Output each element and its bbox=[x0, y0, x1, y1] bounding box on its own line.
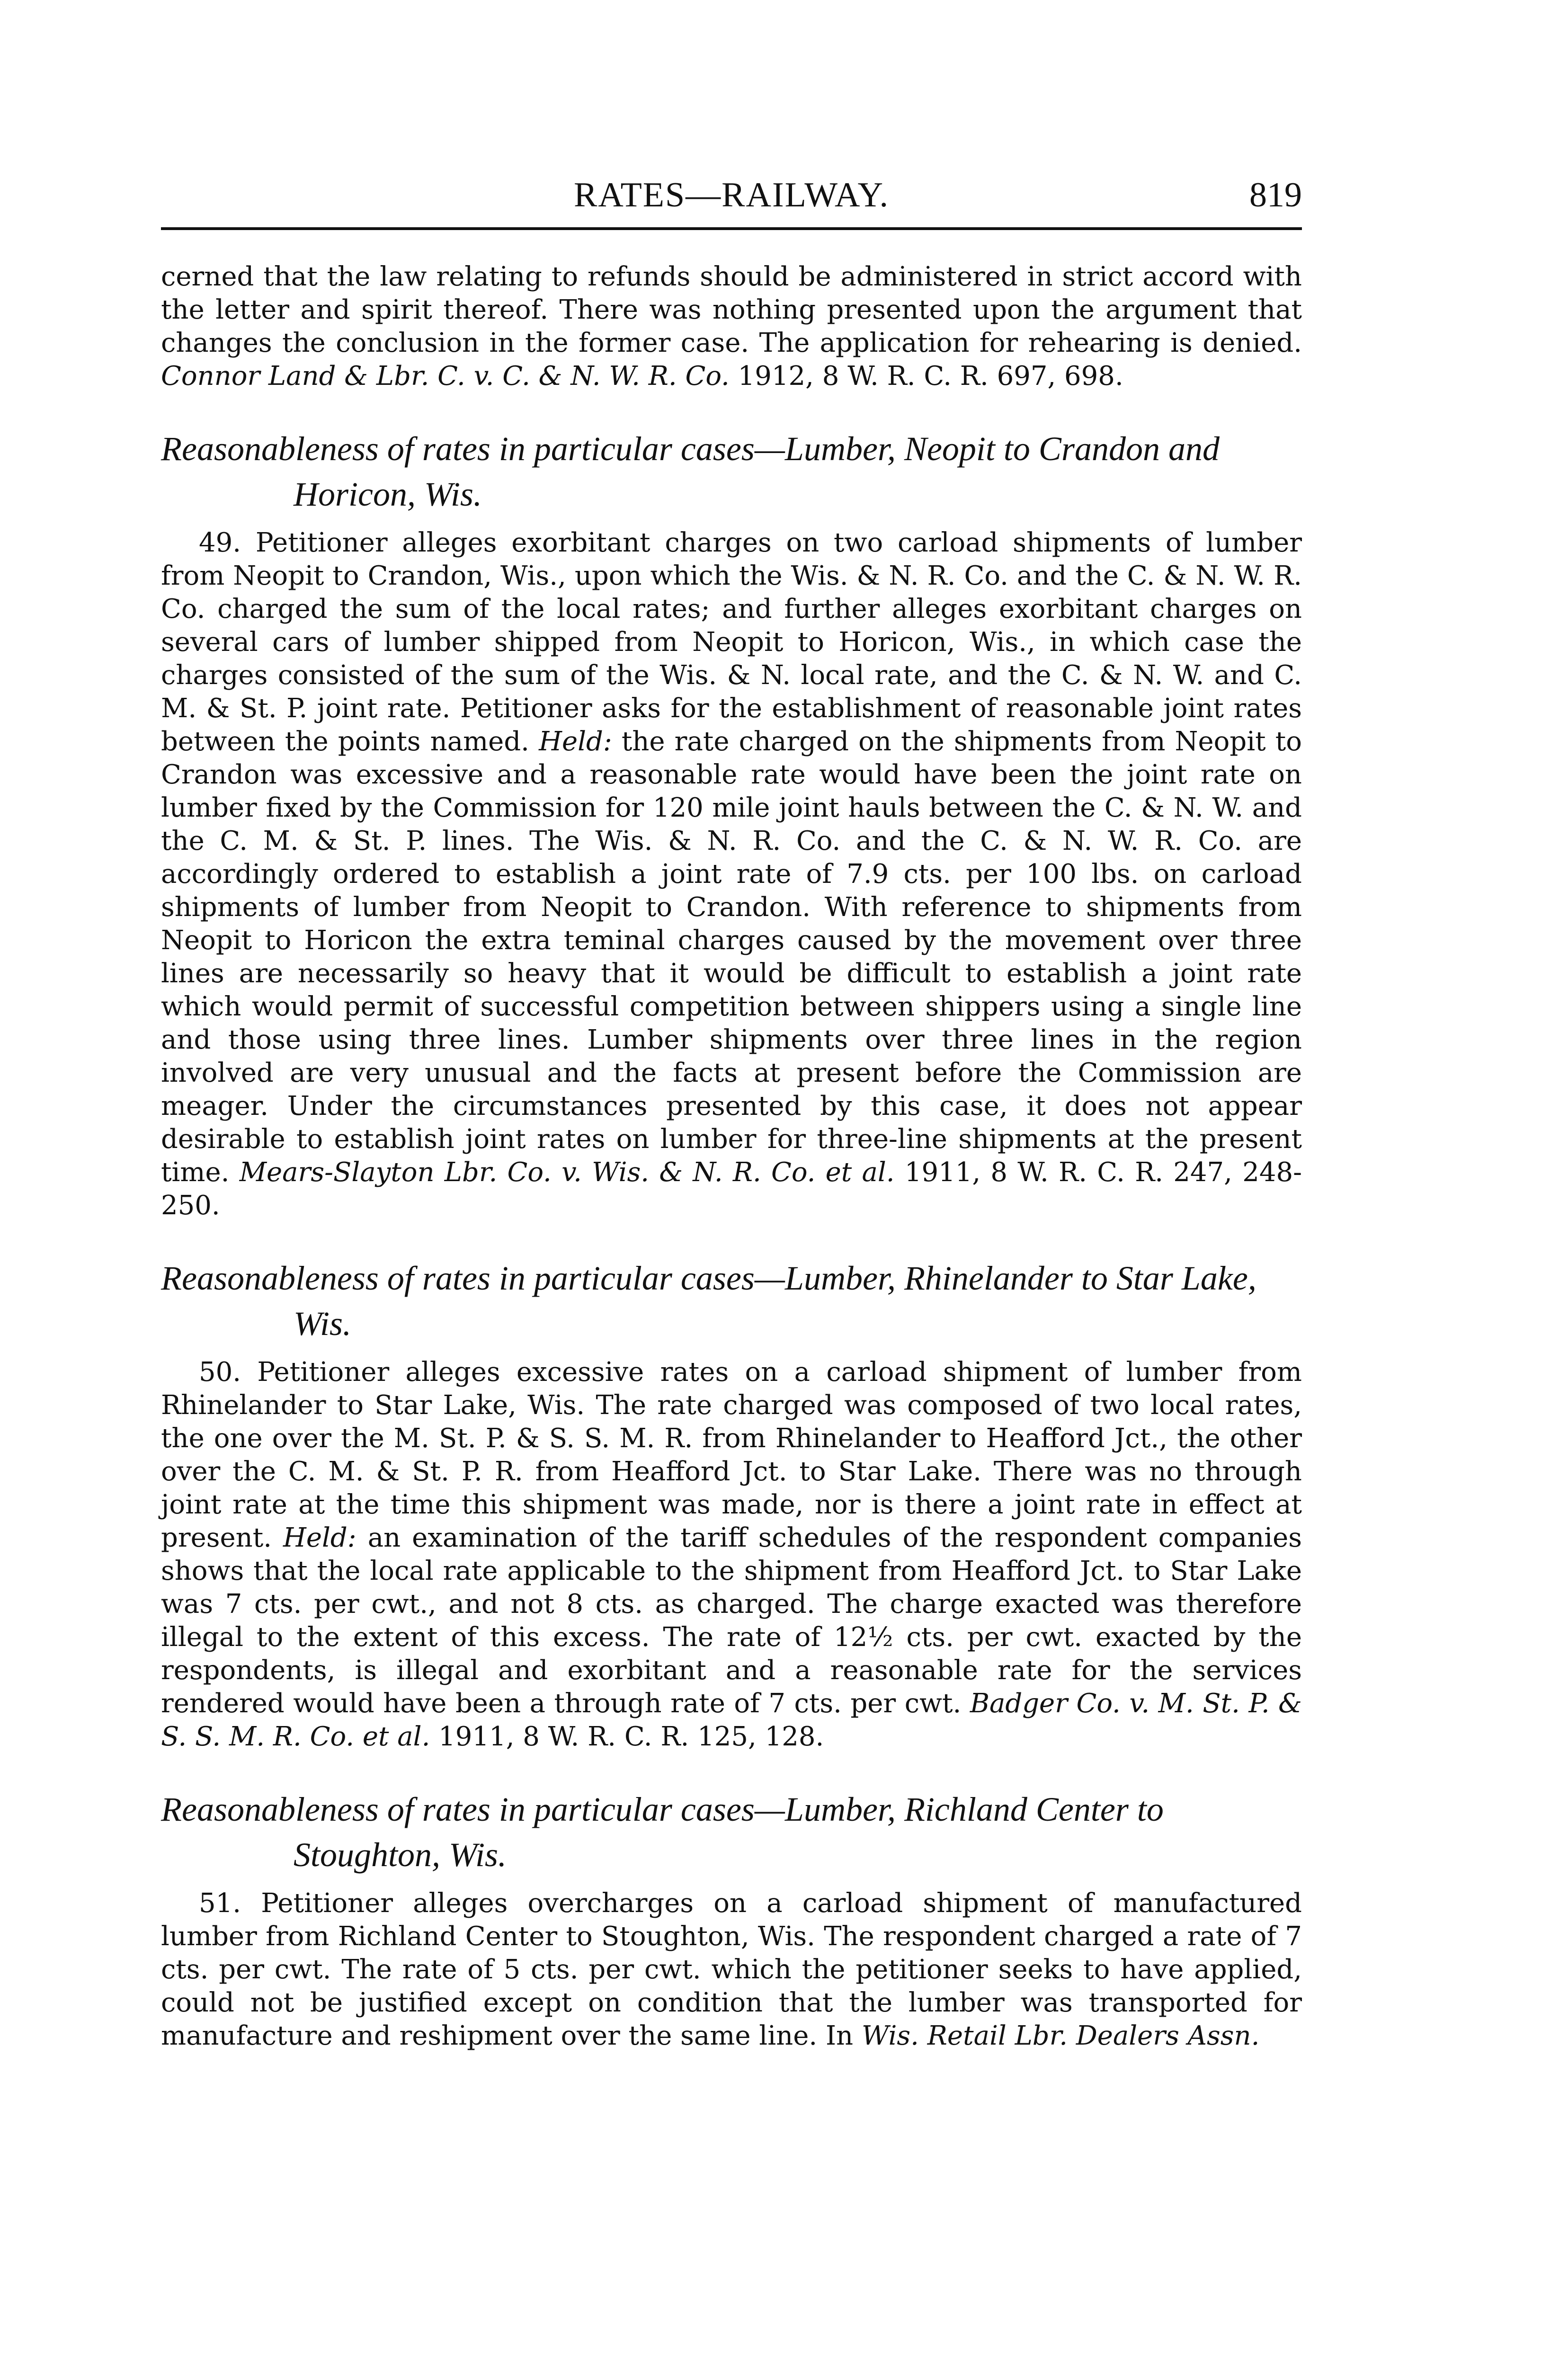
section-50-citation: Badger Co. v. M. St. P. & S. S. M. R. Co. et al. bbox=[161, 1688, 1302, 1752]
intro-text: cerned that the law relating to refunds should be administered in strict accord with the letter and spirit thereof. There was nothing presented upon the argument that changes the conclusion in the former case. The application for rehearing is denied. bbox=[161, 261, 1302, 358]
section-heading-51: Reasonableness of rates in particular cases—Lumber, Richland Center to Stoughton, Wis. bbox=[161, 1790, 1164, 1874]
section-49-holding: the rate charged on the shipments from Neopit to Crandon was excessive and a reasonable rate would have been the joint rate on lumber fixed by the Commission for 120 mile joint hauls between the C. & N. W. and the C. M. & St. P. lines. The Wis. & N. R. Co. and the C. & N. W. R. Co. are accordingly ordered to establish a joint rate of 7.9 cts. per 100 lbs. on carload shipments of lumber from Neopit to Crandon. With reference to shipments from Neopit to Horicon the extra teminal charges caused by the movement over three lines are necessarily so heavy that it would be difficult to establish a joint rate which would permit of successful competition between shippers using a single line and those using three lines. Lumber shipments over three lines in the region involved are very unusual and the facts at present before the Commission are meager. Under the circumstances presented by this case, it does not appear desirable to establish joint rates on lumber for three-line shipments at the present time. bbox=[161, 726, 1302, 1188]
section-paragraph-50 bbox=[161, 1356, 1302, 1753]
intro-citation-ref: 1912, 8 W. R. C. R. 697, 698. bbox=[729, 361, 1123, 392]
section-50-held: Held: bbox=[283, 1522, 356, 1553]
section-50-citation-ref: 1911, 8 W. R. C. R. 125, 128. bbox=[430, 1721, 824, 1752]
section-paragraph-49 bbox=[161, 526, 1302, 1222]
header-rule bbox=[161, 227, 1302, 230]
section-51-citation: Wis. Retail Lbr. Dealers Assn. bbox=[861, 2020, 1260, 2051]
section-49-text: 49. Petitioner alleges exorbitant charges on two carload shipments of lumber from Neopit to Crandon, Wis., upon which the Wis. & N. R. Co. and the C. & N. W. R. Co. charged the sum of the local rates; and further alleges exorbitant charges on several cars of lumber shipped from Neopit to Horicon, Wis., in which case the charges consisted of the sum of the Wis. & N. local rate, and the C. & N. W. and C. M. & St. P. joint rate. Petitioner asks for the establishment of reasonable joint rates between the points named. bbox=[161, 527, 1302, 757]
section-49-citation: Mears-Slayton Lbr. Co. v. Wis. & N. R. Co. et al. bbox=[239, 1157, 895, 1188]
section-49-held: Held: bbox=[539, 726, 612, 757]
running-head: RATES—RAILWAY. bbox=[574, 176, 889, 214]
page-header bbox=[161, 170, 1302, 227]
intro-citation: Connor Land & Lbr. C. v. C. & N. W. R. Co. bbox=[161, 361, 730, 392]
section-51-text: 51. Petitioner alleges overcharges on a carload shipment of manufactured lumber from Richland Center to Stoughton, Wis. The respondent charged a rate of 7 cts. per cwt. The rate of 5 cts. per cwt. which the petitioner seeks to have applied, could not be justified except on condition that the lumber was transported for manufacture and reshipment over the same line. In bbox=[161, 1888, 1302, 2051]
section-50-holding: an examination of the tariff schedules of the respondent companies shows that the local rate applicable to the shipment from Heafford Jct. to Star Lake was 7 cts. per cwt., and not 8 cts. as charged. The charge exacted was therefore illegal to the extent of this excess. The rate of 12½ cts. per cwt. exacted by the respondents, is illegal and exorbitant and a reasonable rate for the services rendered would have been a through rate of 7 cts. per cwt. bbox=[161, 1522, 1302, 1719]
section-heading-50: Reasonableness of rates in particular cases—Lumber, Rhinelander to Star Lake, Wis. bbox=[161, 1259, 1256, 1343]
section-50-text: 50. Petitioner alleges excessive rates on a carload shipment of lumber from Rhinelander to Star Lake, Wis. The rate charged was composed of two local rates, the one over the M. St. P. & S. S. M. R. from Rhinelander to Heafford Jct., the other over the C. M. & St. P. R. from Heafford Jct. to Star Lake. There was no through joint rate at the time this shipment was made, nor is there a joint rate in effect at present. bbox=[161, 1357, 1302, 1553]
section-49-citation-ref: 1911, 8 W. R. C. R. 247, 248-250. bbox=[161, 1157, 1302, 1221]
section-heading-49: Reasonableness of rates in particular cases—Lumber, Neopit to Crandon and Horicon, Wis. bbox=[161, 430, 1220, 513]
document-page bbox=[161, 170, 1302, 2053]
section-paragraph-51 bbox=[161, 1887, 1302, 2053]
page-content bbox=[161, 227, 1302, 2053]
page-number: 819 bbox=[1249, 176, 1302, 214]
intro-paragraph bbox=[161, 260, 1302, 393]
